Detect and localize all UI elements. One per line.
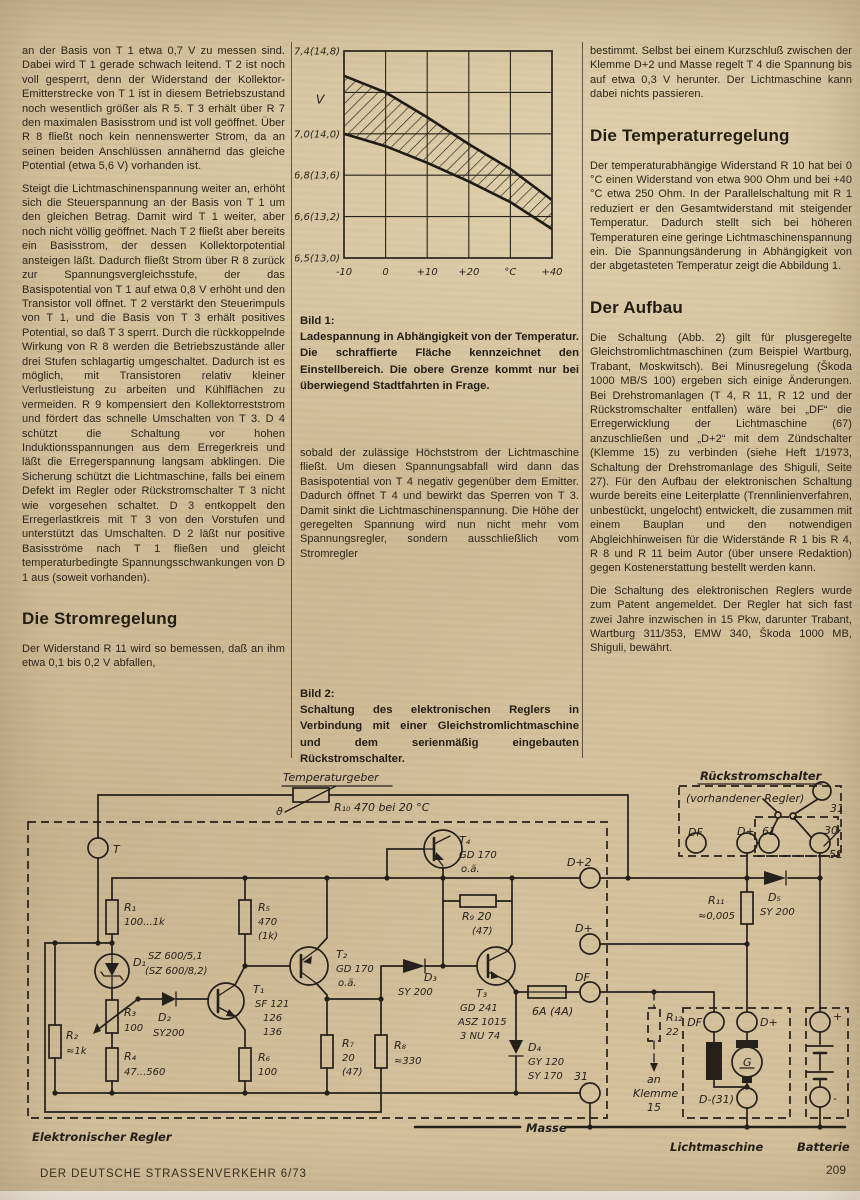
- label-generator-g: G: [743, 1056, 752, 1069]
- label-t1: T₁: [253, 983, 265, 996]
- label-r11-value: ≈0,005: [698, 911, 736, 922]
- paragraph: sobald der zulässige Höchststrom der Lichtmaschine fließt. Um diesen Spannungsabfall wird dann das Basispotential von T 4 negativ gegenüber dem Emitter. Dadurch öffnet T 4 und bewirkt das Sperren von T 3. Damit sinkt die Lichtmaschinenspannung. Die Höhe der geregelten Spannung wird nun nicht mehr vom Spannungsregler, sondern ausschließlich vom Stromregler: [300, 447, 579, 560]
- journal-footer: DER DEUTSCHE STRASSENVERKEHR 6/73: [40, 1168, 307, 1180]
- arrow-to-klemme15: [650, 1063, 658, 1072]
- transistor-t3: [477, 947, 515, 985]
- label-t4: T₄: [459, 834, 471, 847]
- caption-text: Schaltung des elektronischen Reglers in Verbindung mit einer Gleichstromlichtmaschine und dem serienmäßig eingebauten Rückstromschalter.: [300, 704, 579, 765]
- label-d5: D₅: [768, 891, 781, 904]
- label-r4: R₄: [124, 1050, 137, 1063]
- column-middle: [300, 446, 579, 569]
- label-klemme15-an: an: [647, 1073, 661, 1086]
- label-r3-value: 100: [124, 1023, 144, 1034]
- label-rueckstromschalter: Rückstromschalter: [700, 769, 822, 783]
- label-r9-value: (47): [472, 926, 493, 937]
- label-terminal-t: T: [113, 843, 120, 856]
- column-divider-right: [582, 42, 583, 758]
- chart-x-tick-label: 0: [382, 267, 389, 278]
- ground-line-masse: [415, 1053, 845, 1127]
- label-r4-value: 47...560: [124, 1067, 166, 1078]
- label-klemme15-15: 15: [647, 1101, 661, 1114]
- label-r1: R₁: [124, 901, 137, 914]
- chart-y-axis-unit: V: [315, 91, 325, 107]
- label-r5: R₅: [258, 901, 271, 914]
- label-r5-value2: (1k): [258, 931, 278, 942]
- column-divider-left: [291, 42, 292, 758]
- label-rs-df: DF: [688, 826, 703, 839]
- label-t1-value: SF 121: [255, 999, 290, 1010]
- label-t1-value2: 126: [263, 1013, 283, 1024]
- figure-bild2-schematic: [0, 758, 860, 1162]
- label-d4-value: GY 120: [528, 1057, 565, 1068]
- label-d3-value: SY 200: [398, 987, 433, 998]
- label-d4-value2: SY 170: [528, 1071, 563, 1082]
- column-left: [22, 44, 285, 679]
- label-t2: T₂: [336, 948, 348, 961]
- diode-d2: [162, 992, 176, 1006]
- label-r7: R₇: [342, 1037, 355, 1050]
- caption-bild2: [300, 686, 579, 767]
- resistor-r5: [239, 900, 251, 934]
- label-t3-value3: 3 NU 74: [460, 1031, 501, 1042]
- caption-title: Bild 1:: [300, 315, 335, 327]
- label-rs-31: 31: [830, 802, 844, 815]
- label-r7-value2: (47): [342, 1067, 363, 1078]
- diode-d5: [764, 871, 786, 885]
- transistor-t1: [208, 983, 244, 1019]
- label-t3: T₃: [476, 987, 488, 1000]
- column-right: [590, 44, 852, 664]
- label-r3: R₃: [124, 1006, 137, 1019]
- label-lm-dplus: D+: [760, 1016, 778, 1029]
- label-d1-value2: (SZ 600/8,2): [145, 966, 208, 977]
- chart-y-tick-label: 7,0(14,0): [295, 129, 340, 141]
- label-terminal-dplus2: D+2: [567, 856, 592, 869]
- paragraph: Steigt die Lichtmaschinenspannung weiter an, erhöht sich die Steuerspannung an der Basis von T 1 um den gleichen Betrag. Damit wird T 1 weiter, aber noch nicht völlig geöffnet. Nach T 2 fließt aber bereits ein Basisstrom, der dessen Kollektorpotential ansteigen läßt. Dadurch fließt Strom über R 8 zurück zur Spannungsvergleichsstufe, der das Basispotential von T 1 auf etwa 0,8 V erhöht und den Transistor voll öffnet. T 2 verstärkt den Steuerimpuls von T 1, und die Basis von T 3 erhält positives Potential, so daß T 3 sperrt. Durch die rückkoppelnde Wirkung von R 8 werden die Betriebszustände aller drei Stufen schlagartig umgeschaltet. Dadurch ist es möglich, mit Transistoren relativ kleiner Verlustleistung zu arbeiten und Kühlflächen zu vermeiden. R 9 kompensiert den Kollektorreststrom und fördert das schnelle Umschalten von T 3. D 4 schützt die Schaltung vor hohen Induktionsspannungen aus dem Erregerkreis und läßt die Erregerspannung langsam abklingen. Die Sicherung schützt die Lichtmaschine, falls bei einem Defekt im Regler oder Rückstromschalter T 3 nicht wie vorgesehen schaltet. D 3 entkoppelt den Erregerlastkreis mit T 3 von den Vorstufen und unterstützt das Umschalten. D 2 läßt nur positive Basisströme nach T 1 fließen und gleicht temperaturbedingte Spannungsschwankungen von D 1 aus (soweit vorhanden).: [22, 182, 285, 584]
- label-terminal-dplus: D+: [575, 922, 593, 935]
- diode-d3: [403, 959, 425, 973]
- chart-x-tick-label: -10: [335, 267, 353, 278]
- zener-diode-d1: [95, 954, 129, 988]
- chart-x-tick-label: °C: [504, 267, 517, 278]
- label-t4-value2: o.ä.: [461, 864, 480, 875]
- paragraph: bestimmt. Selbst bei einem Kurzschluß zwischen der Klemme D+2 und Masse regelt T 4 die Spannung bis auf etwa 0,3 V herunter. Der Lichtmaschine kann dabei nichts passieren.: [590, 45, 852, 101]
- label-lm-df: DF: [687, 1016, 702, 1029]
- label-r9: R₉ 20: [462, 910, 492, 923]
- resistor-r2: [49, 1025, 61, 1058]
- paragraph: Der temperaturabhängige Widerstand R 10 hat bei 0 °C einen Widerstand von etwa 900 Ohm und bei +40 °C etwa 250 Ohm. In der Parallelschaltung mit R 1 reduziert er den Gesamtwiderstand mit steigender Temperatur. Dadurch stellt sich bei höheren Temperaturen eine geringe Lichtmaschinenspannung ein. Die Spannungsänderung in Abhängigkeit von der abgetasteten Temperatur zeigt die Abbildung 1.: [590, 159, 852, 273]
- chart-x-tick-label: +20: [458, 267, 480, 278]
- label-t3-value: GD 241: [460, 1003, 498, 1014]
- chart-y-tick-label: 6,6(13,2): [295, 212, 340, 224]
- page-edge: [0, 1191, 860, 1200]
- label-d2: D₂: [158, 1011, 171, 1024]
- label-klemme15-klemme: Klemme: [633, 1087, 679, 1100]
- label-temperaturgeber: Temperaturgeber: [283, 771, 379, 784]
- label-r6-value: 100: [258, 1067, 278, 1078]
- resistor-r9: [460, 895, 496, 907]
- paragraph: Die Schaltung des elektronischen Reglers wurde zum Patent angemeldet. Der Regler hat sich fast zwei Jahre inzwischen in 15 Pkw, darunter Trabant, Wartburg 311/353, EMW 340, Škoda 1000 MB, Shiguli, bewährt.: [590, 584, 852, 655]
- label-lichtmaschine: Lichtmaschine: [670, 1140, 764, 1154]
- chart-x-tick-label: +10: [416, 267, 438, 278]
- chart-hatched-band: [344, 76, 552, 229]
- label-lm-dminus31: D-(31): [698, 1093, 734, 1106]
- label-vorhandener-regler: (vorhandener Regler): [686, 792, 805, 805]
- label-d5-value: SY 200: [760, 907, 795, 918]
- label-t1-value3: 136: [263, 1027, 283, 1038]
- label-d2-value: SY200: [153, 1028, 185, 1039]
- label-t4-value: GD 170: [459, 850, 497, 861]
- chart-y-tick-label: 7,4(14,8): [295, 46, 340, 58]
- label-t2-value2: o.ä.: [338, 978, 357, 989]
- label-rs-51: 51: [829, 848, 843, 861]
- paragraph: Die Schaltung (Abb. 2) gilt für plusgeregelte Gleichstromlichtmaschinen (zum Beispiel Wartburg, Trabant, Moskwitsch). Bei Minusregelung (Škoda 1000 MB/S 100) ergeben sich einige Änderungen. Bei Drehstromanlagen (T 4, R 11, R 12 und der Rückstromschalter entfallen) wäre bei „DF“ die Erregerwicklung der Lichtmaschine (67) anzuschließen und „D+2“ mit dem Zündschalter (Klemme 15) zu verbinden (siehe Heft 1/1973, Schaltung der Drehstromanlage des Shiguli, Seite 27). Für den Aufbau der elektronischen Schaltung wurde bereits eine Leiterplatte (Trennlinienverfahren, unbestückt, ungelocht) entwickelt, die zusammen mit einem Bauplan und den notwendigen Abgleichhinweisen für die Widerstände R 1 bis R 4, R 8 und R 11 beim Autor (über unsere Redaktion) gegen Kostenerstattung bestellt werden kann.: [590, 331, 852, 575]
- label-d3: D₃: [424, 971, 437, 984]
- resistor-r11: [741, 892, 753, 924]
- resistor-r8: [375, 1035, 387, 1068]
- chart-y-tick-label: 6,8(13,6): [295, 170, 340, 182]
- paragraph: Der Widerstand R 11 wird so bemessen, daß an ihm etwa 0,1 bis 0,2 V abfallen,: [22, 643, 285, 670]
- section-heading-aufbau: Der Aufbau: [590, 297, 683, 317]
- field-winding: [706, 1042, 722, 1080]
- caption-text: Ladespannung in Abhängigkeit von der Temperatur. Die schraffierte Fläche kennzeichnet den Einstellbereich. Die obere Grenze kommt nur bei überwiegend Stadtfahrten in Frage.: [300, 331, 579, 392]
- label-r2-value: ≈1k: [66, 1046, 87, 1057]
- label-r12: R₁₂: [666, 1011, 683, 1024]
- resistor-r6: [239, 1048, 251, 1081]
- label-r8: R₈: [394, 1039, 407, 1052]
- resistor-r7: [321, 1035, 333, 1068]
- chart-x-tick-label: +40: [541, 267, 563, 278]
- label-fuse: 6A (4A): [532, 1005, 574, 1018]
- label-r6: R₆: [258, 1051, 271, 1064]
- transistor-t2: [290, 947, 328, 985]
- label-r5-value: 470: [258, 917, 278, 928]
- generator-g: [706, 1040, 762, 1083]
- chart-svg: [295, 28, 580, 306]
- label-rs-30: 30: [824, 824, 838, 837]
- label-r1-value: 100...1k: [124, 917, 165, 928]
- section-heading-temperaturregelung: Die Temperaturregelung: [590, 125, 790, 145]
- caption-bild1: [300, 313, 579, 394]
- label-terminal-31: 31: [574, 1070, 588, 1083]
- page-number: 209: [826, 1163, 847, 1177]
- label-masse: Masse: [526, 1121, 567, 1135]
- label-d1: D₁: [133, 956, 146, 969]
- label-r7-value: 20: [342, 1053, 355, 1064]
- label-d4: D₄: [528, 1041, 541, 1054]
- label-bat-plus: +: [833, 1010, 843, 1023]
- label-elektronischer-regler: Elektronischer Regler: [32, 1130, 172, 1144]
- resistor-r4: [106, 1048, 118, 1081]
- label-terminal-df: DF: [575, 971, 590, 984]
- label-d1-value: SZ 600/5,1: [148, 951, 203, 962]
- label-batterie: Batterie: [797, 1140, 850, 1154]
- label-r11: R₁₁: [708, 894, 725, 907]
- label-t3-value2: ASZ 1015: [458, 1017, 507, 1028]
- label-r12-value: 22: [666, 1027, 679, 1038]
- resistor-r1: [106, 900, 118, 934]
- figure-bild1-chart: [295, 28, 580, 306]
- label-theta-icon: ϑ: [276, 805, 283, 818]
- transistor-t4: [424, 830, 462, 868]
- caption-title: Bild 2:: [300, 688, 335, 700]
- label-r8-value: ≈330: [394, 1056, 422, 1067]
- paragraph: an der Basis von T 1 etwa 0,7 V zu messen sind. Dabei wird T 1 gerade schwach leitend. T 2 ist noch voll gesperrt, denn der Widerstand der Kollektor-Emitterstrecke von T 1 ist in diesem Betriebszustand noch wesentlich größer als R 5. T 3 erhält über R 7 den maximalen Basisstrom und ist voll geöffnet. Über R 8 fließt noch kein nennenswerter Strom, da an seinen beiden Anschlüssen annähernd das gleiche Potential (etwa 5,6 V) vorhanden ist.: [22, 45, 285, 173]
- section-heading-stromregelung: Die Stromregelung: [22, 609, 178, 629]
- label-r2: R₂: [66, 1029, 79, 1042]
- label-bat-minus: -: [833, 1092, 837, 1105]
- label-r10: R₁₀ 470 bei 20 °C: [334, 801, 430, 814]
- diode-d4: [509, 1040, 523, 1056]
- label-t2-value: GD 170: [336, 964, 374, 975]
- fuse: [528, 986, 566, 998]
- label-rs-61: 61: [762, 825, 776, 838]
- resistor-r12: [648, 1008, 660, 1041]
- label-rs-dplus: D+: [737, 825, 755, 838]
- chart-y-tick-label: 6,5(13,0): [295, 253, 340, 265]
- thermistor-r10: [285, 786, 336, 812]
